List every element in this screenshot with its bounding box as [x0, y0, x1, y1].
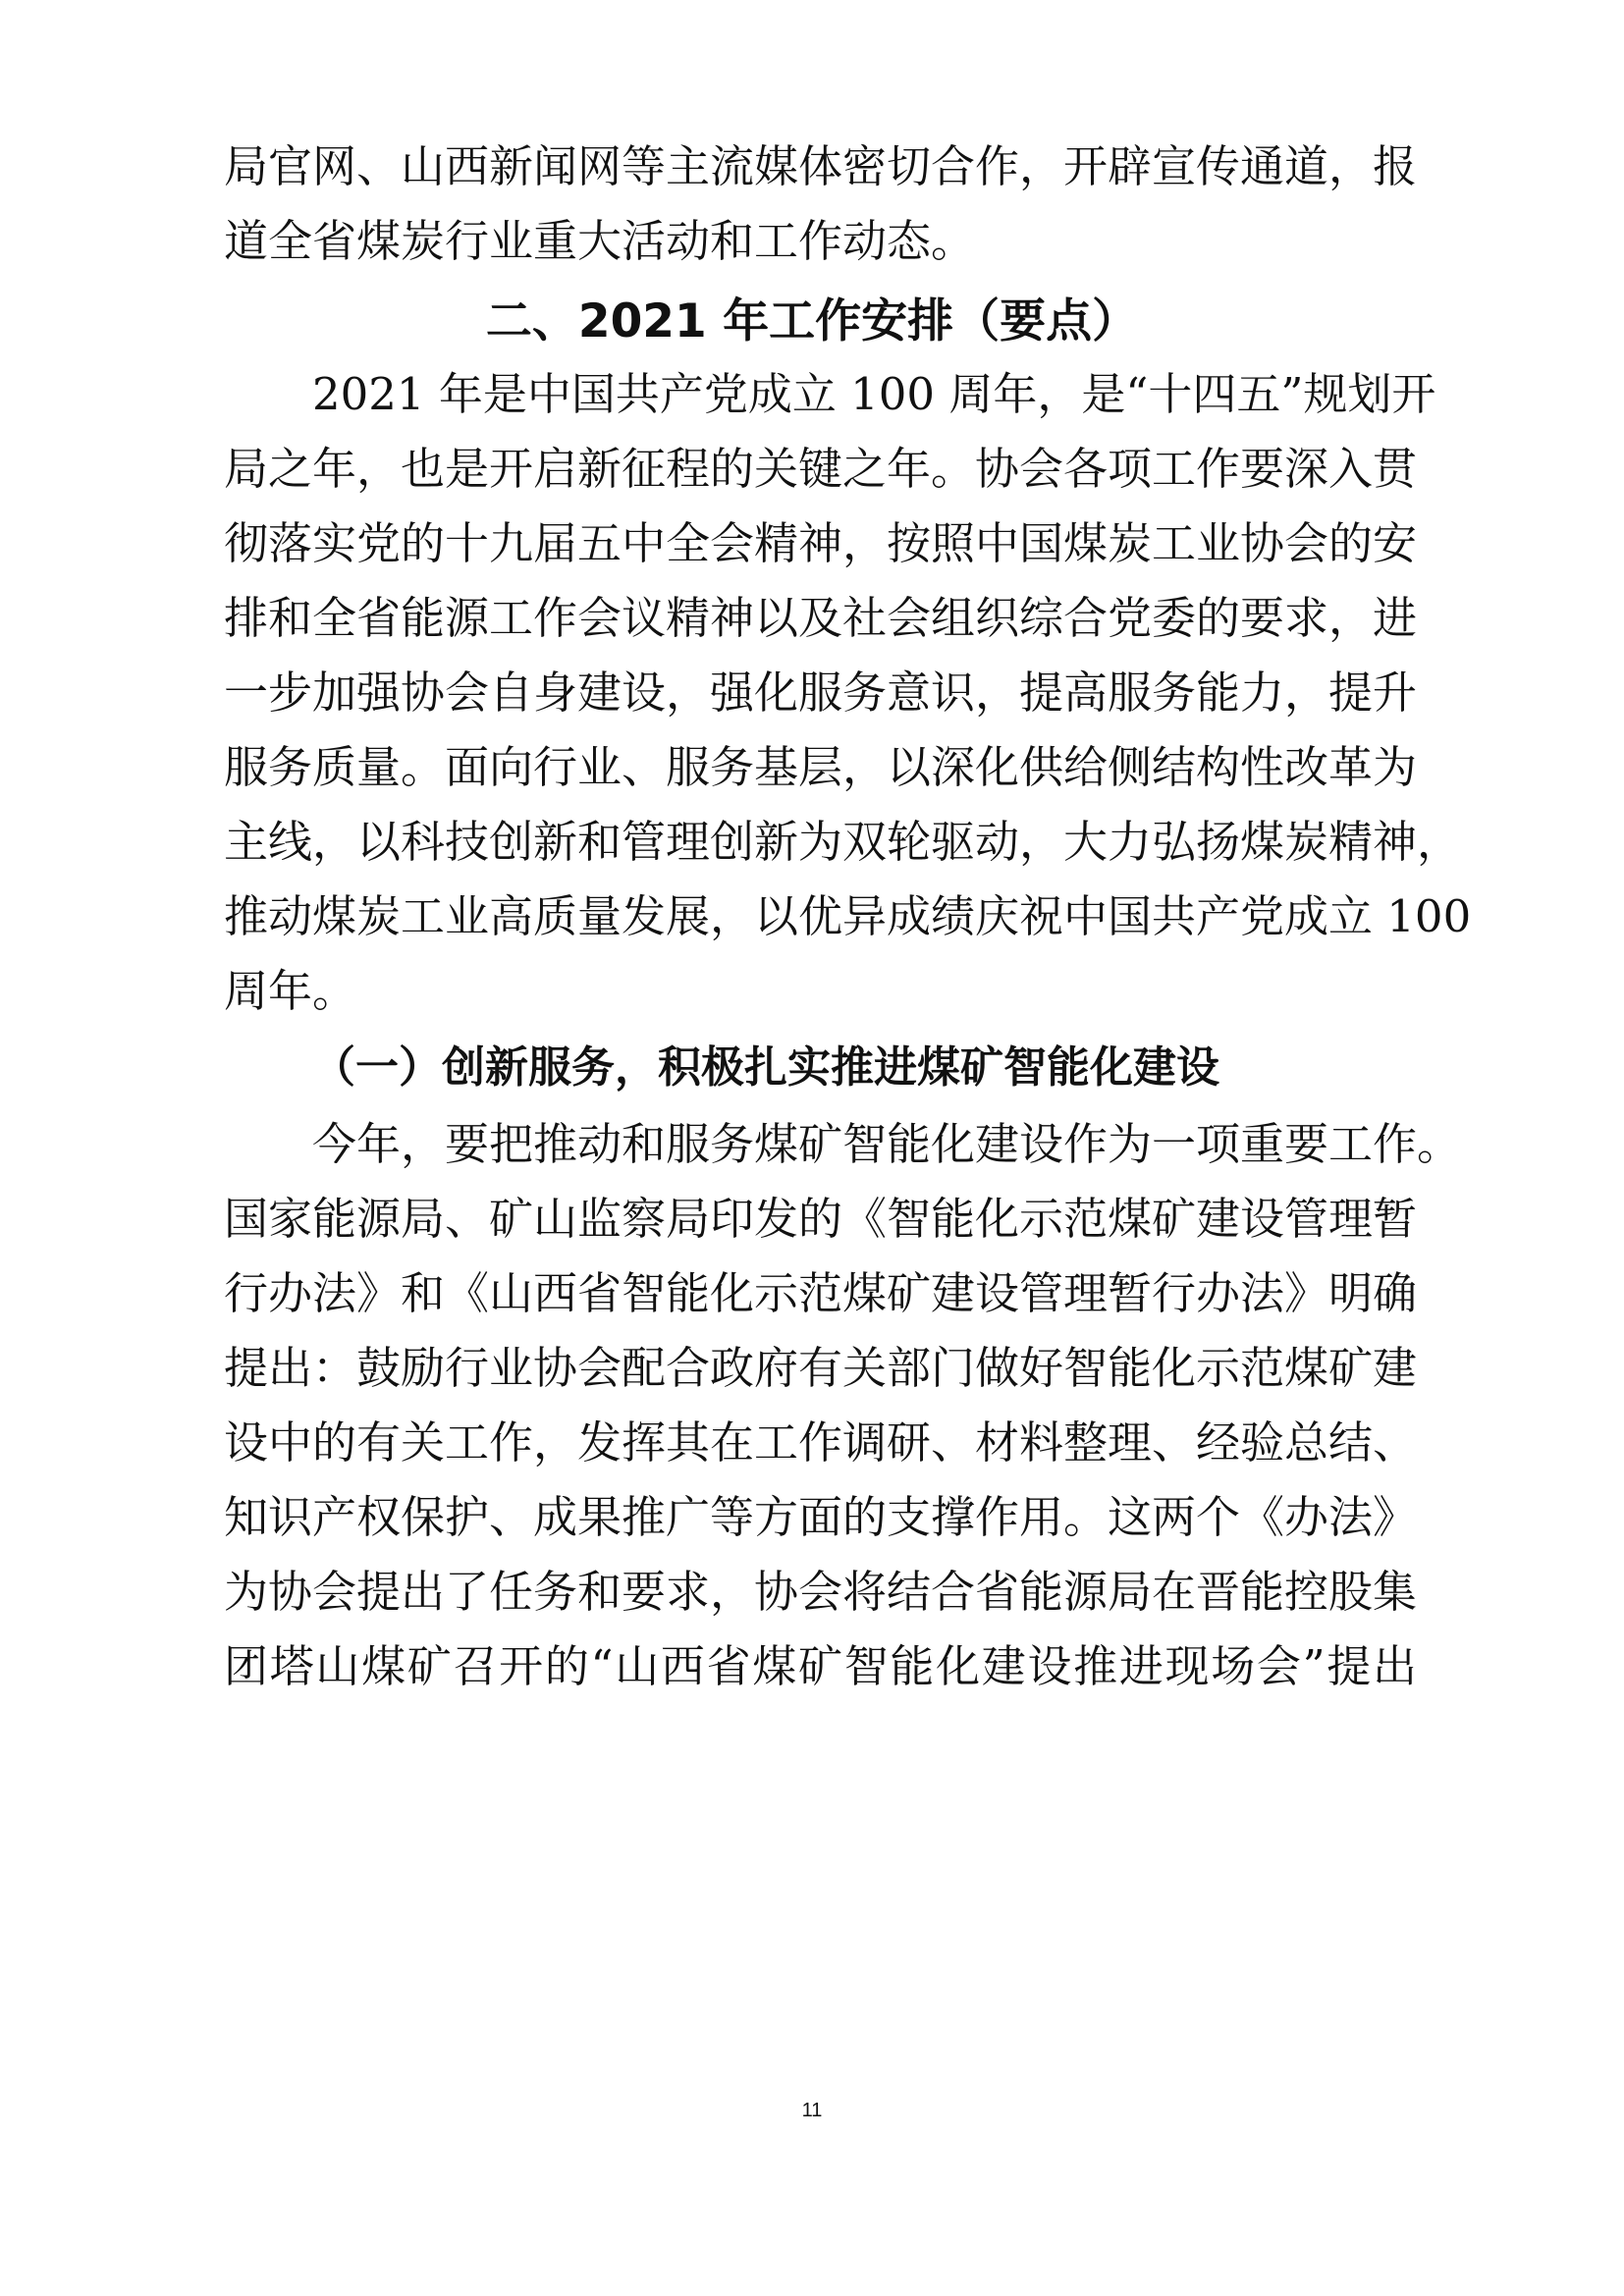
paragraph-line: 彻落实党的十九届五中全会精神，按照中国煤炭工业协会的安: [224, 517, 1418, 569]
paragraph-line: 周年。: [224, 965, 357, 1017]
paragraph-line: 行办法》和《山西省智能化示范煤矿建设管理暂行办法》明确: [224, 1267, 1418, 1319]
paragraph-line: 知识产权保护、成果推广等方面的支撑作用。这两个《办法》: [224, 1491, 1418, 1543]
paragraph-line: 局之年，也是开启新征程的关键之年。协会各项工作要深入贯: [224, 443, 1418, 495]
paragraph-line: 服务质量。面向行业、服务基层，以深化供给侧结构性改革为: [224, 741, 1418, 793]
paragraph-line: 主线，以科技创新和管理创新为双轮驱动，大力弘扬煤炭精神，: [224, 816, 1462, 868]
paragraph-line: 国家能源局、矿山监察局印发的《智能化示范煤矿建设管理暂: [224, 1193, 1418, 1245]
paragraph-line: 道全省煤炭行业重大活动和工作动态。: [224, 215, 976, 267]
page-number: 11: [801, 2100, 823, 2121]
paragraph-line: 团塔山煤矿召开的“山西省煤矿智能化建设推进现场会”提出: [224, 1640, 1417, 1692]
paragraph-line: 提出：鼓励行业协会配合政府有关部门做好智能化示范煤矿建: [224, 1342, 1418, 1394]
paragraph-line: 今年，要把推动和服务煤矿智能化建设作为一项重要工作。: [312, 1118, 1462, 1170]
paragraph-line: 推动煤炭工业高质量发展，以优异成绩庆祝中国共产党成立 100: [224, 890, 1472, 942]
paragraph-line: 一步加强协会自身建设，强化服务意识，提高服务能力，提升: [224, 667, 1418, 719]
subsection-heading: （一）创新服务，积极扎实推进煤矿智能化建设: [312, 1042, 1219, 1093]
paragraph-line: 为协会提出了任务和要求，协会将结合省能源局在晋能控股集: [224, 1566, 1418, 1618]
section-heading: 二、2021 年工作安排（要点）: [485, 294, 1139, 348]
paragraph-line: 排和全省能源工作会议精神以及社会组织综合党委的要求，进: [224, 592, 1418, 644]
paragraph-line: 2021 年是中国共产党成立 100 周年，是“十四五”规划开: [312, 368, 1436, 420]
paragraph-line: 局官网、山西新闻网等主流媒体密切合作，开辟宣传通道，报: [224, 140, 1418, 192]
paragraph-line: 设中的有关工作，发挥其在工作调研、材料整理、经验总结、: [224, 1416, 1418, 1468]
